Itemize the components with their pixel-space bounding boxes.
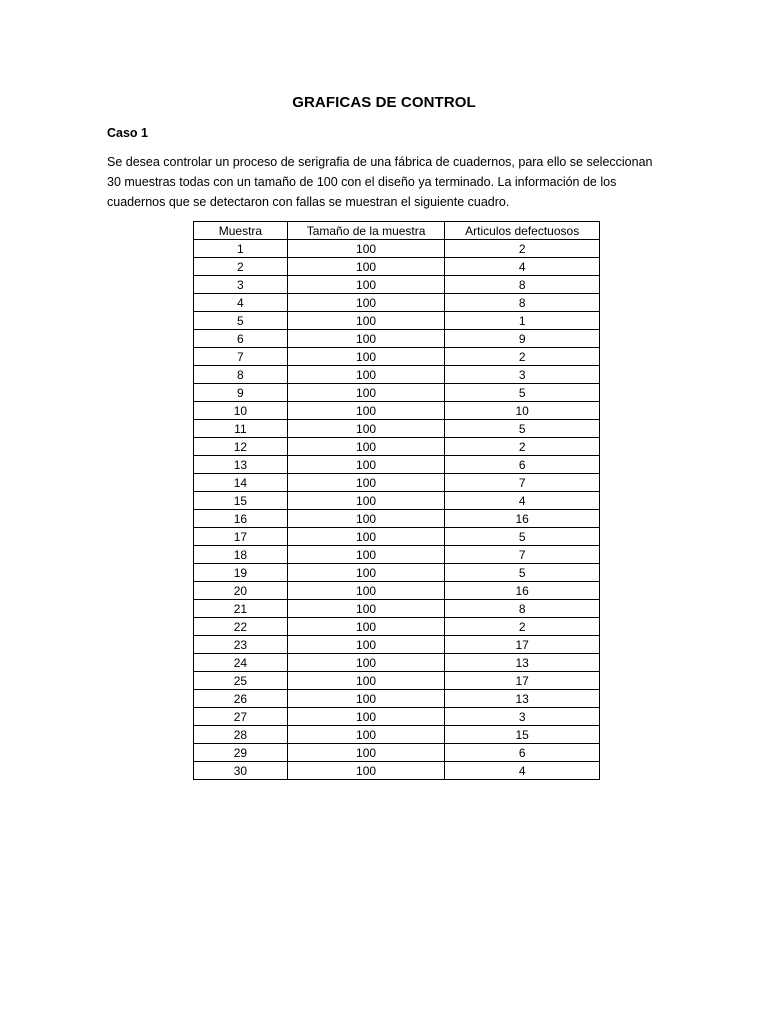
table-row <box>194 384 600 402</box>
table-row <box>194 474 600 492</box>
cell-tamano-muestra: 100 <box>287 384 445 402</box>
cell-articulos-defectuosos: 17 <box>445 636 600 654</box>
cell-tamano-muestra: 100 <box>287 348 445 366</box>
cell-muestra: 20 <box>194 582 288 600</box>
cell-tamano-muestra: 100 <box>287 474 445 492</box>
paragraph-line: cuadernos que se detectaron con fallas se muestran el siguiente cuadro. <box>107 195 510 209</box>
cell-tamano-muestra: 100 <box>287 654 445 672</box>
table-row <box>194 366 600 384</box>
cell-tamano-muestra: 100 <box>287 564 445 582</box>
page-title: GRAFICAS DE CONTROL <box>292 94 476 111</box>
cell-tamano-muestra: 100 <box>287 438 445 456</box>
table-row <box>194 636 600 654</box>
cell-articulos-defectuosos: 8 <box>445 276 600 294</box>
cell-tamano-muestra: 100 <box>287 546 445 564</box>
table-row <box>194 672 600 690</box>
cell-muestra: 3 <box>194 276 288 294</box>
cell-muestra: 22 <box>194 618 288 636</box>
cell-tamano-muestra: 100 <box>287 582 445 600</box>
cell-muestra: 5 <box>194 312 288 330</box>
cell-articulos-defectuosos: 4 <box>445 492 600 510</box>
cell-muestra: 4 <box>194 294 288 312</box>
case-label: Caso 1 <box>107 126 148 140</box>
cell-muestra: 14 <box>194 474 288 492</box>
cell-tamano-muestra: 100 <box>287 402 445 420</box>
cell-muestra: 2 <box>194 258 288 276</box>
cell-articulos-defectuosos: 13 <box>445 690 600 708</box>
cell-muestra: 17 <box>194 528 288 546</box>
table-row <box>194 330 600 348</box>
cell-muestra: 29 <box>194 744 288 762</box>
table-row <box>194 618 600 636</box>
table-row <box>194 492 600 510</box>
table-row <box>194 456 600 474</box>
table-row <box>194 726 600 744</box>
cell-muestra: 9 <box>194 384 288 402</box>
cell-articulos-defectuosos: 3 <box>445 708 600 726</box>
cell-articulos-defectuosos: 17 <box>445 672 600 690</box>
cell-articulos-defectuosos: 7 <box>445 546 600 564</box>
cell-muestra: 16 <box>194 510 288 528</box>
problem-description <box>107 152 667 212</box>
cell-articulos-defectuosos: 2 <box>445 348 600 366</box>
cell-articulos-defectuosos: 5 <box>445 420 600 438</box>
cell-tamano-muestra: 100 <box>287 636 445 654</box>
cell-muestra: 15 <box>194 492 288 510</box>
table-row <box>194 348 600 366</box>
cell-articulos-defectuosos: 2 <box>445 618 600 636</box>
cell-muestra: 23 <box>194 636 288 654</box>
table-row <box>194 564 600 582</box>
cell-muestra: 10 <box>194 402 288 420</box>
table-row <box>194 312 600 330</box>
cell-tamano-muestra: 100 <box>287 420 445 438</box>
cell-muestra: 12 <box>194 438 288 456</box>
table-header-row <box>194 222 600 240</box>
defects-table <box>193 221 600 780</box>
table-row <box>194 600 600 618</box>
cell-articulos-defectuosos: 4 <box>445 762 600 780</box>
cell-articulos-defectuosos: 10 <box>445 402 600 420</box>
table-row <box>194 438 600 456</box>
cell-muestra: 25 <box>194 672 288 690</box>
paragraph-line: 30 muestras todas con un tamaño de 100 con el diseño ya terminado. La información de los <box>107 175 617 189</box>
table-body <box>194 240 600 780</box>
cell-muestra: 28 <box>194 726 288 744</box>
cell-articulos-defectuosos: 2 <box>445 438 600 456</box>
cell-articulos-defectuosos: 1 <box>445 312 600 330</box>
cell-muestra: 18 <box>194 546 288 564</box>
cell-tamano-muestra: 100 <box>287 762 445 780</box>
cell-tamano-muestra: 100 <box>287 492 445 510</box>
cell-articulos-defectuosos: 16 <box>445 510 600 528</box>
cell-tamano-muestra: 100 <box>287 294 445 312</box>
table-row <box>194 546 600 564</box>
cell-tamano-muestra: 100 <box>287 708 445 726</box>
cell-tamano-muestra: 100 <box>287 312 445 330</box>
table-row <box>194 240 600 258</box>
cell-articulos-defectuosos: 13 <box>445 654 600 672</box>
cell-tamano-muestra: 100 <box>287 690 445 708</box>
cell-articulos-defectuosos: 6 <box>445 744 600 762</box>
cell-tamano-muestra: 100 <box>287 510 445 528</box>
cell-muestra: 6 <box>194 330 288 348</box>
cell-muestra: 13 <box>194 456 288 474</box>
cell-muestra: 26 <box>194 690 288 708</box>
cell-tamano-muestra: 100 <box>287 258 445 276</box>
table-row <box>194 708 600 726</box>
table-row <box>194 762 600 780</box>
cell-tamano-muestra: 100 <box>287 240 445 258</box>
cell-muestra: 24 <box>194 654 288 672</box>
table-row <box>194 276 600 294</box>
cell-muestra: 21 <box>194 600 288 618</box>
cell-muestra: 11 <box>194 420 288 438</box>
table-row <box>194 420 600 438</box>
cell-tamano-muestra: 100 <box>287 330 445 348</box>
cell-muestra: 1 <box>194 240 288 258</box>
cell-muestra: 7 <box>194 348 288 366</box>
cell-tamano-muestra: 100 <box>287 672 445 690</box>
cell-muestra: 30 <box>194 762 288 780</box>
cell-tamano-muestra: 100 <box>287 528 445 546</box>
cell-articulos-defectuosos: 8 <box>445 294 600 312</box>
cell-tamano-muestra: 100 <box>287 726 445 744</box>
cell-articulos-defectuosos: 5 <box>445 564 600 582</box>
table-row <box>194 402 600 420</box>
cell-articulos-defectuosos: 7 <box>445 474 600 492</box>
table-row <box>194 582 600 600</box>
table-row <box>194 294 600 312</box>
cell-tamano-muestra: 100 <box>287 744 445 762</box>
cell-articulos-defectuosos: 2 <box>445 240 600 258</box>
cell-tamano-muestra: 100 <box>287 618 445 636</box>
cell-articulos-defectuosos: 4 <box>445 258 600 276</box>
header-tamano-muestra: Tamaño de la muestra <box>287 222 445 240</box>
table-row <box>194 258 600 276</box>
cell-articulos-defectuosos: 5 <box>445 528 600 546</box>
table-row <box>194 690 600 708</box>
cell-articulos-defectuosos: 15 <box>445 726 600 744</box>
cell-tamano-muestra: 100 <box>287 366 445 384</box>
table-row <box>194 528 600 546</box>
header-articulos-defectuosos: Articulos defectuosos <box>445 222 600 240</box>
cell-articulos-defectuosos: 16 <box>445 582 600 600</box>
cell-articulos-defectuosos: 9 <box>445 330 600 348</box>
cell-articulos-defectuosos: 8 <box>445 600 600 618</box>
cell-tamano-muestra: 100 <box>287 600 445 618</box>
cell-muestra: 19 <box>194 564 288 582</box>
table-row <box>194 654 600 672</box>
cell-articulos-defectuosos: 6 <box>445 456 600 474</box>
cell-articulos-defectuosos: 5 <box>445 384 600 402</box>
cell-articulos-defectuosos: 3 <box>445 366 600 384</box>
table-row <box>194 510 600 528</box>
cell-tamano-muestra: 100 <box>287 276 445 294</box>
cell-muestra: 27 <box>194 708 288 726</box>
cell-tamano-muestra: 100 <box>287 456 445 474</box>
cell-muestra: 8 <box>194 366 288 384</box>
table-row <box>194 744 600 762</box>
paragraph-line: Se desea controlar un proceso de serigrafia de una fábrica de cuadernos, para ello se seleccionan <box>107 155 653 169</box>
header-muestra: Muestra <box>194 222 288 240</box>
